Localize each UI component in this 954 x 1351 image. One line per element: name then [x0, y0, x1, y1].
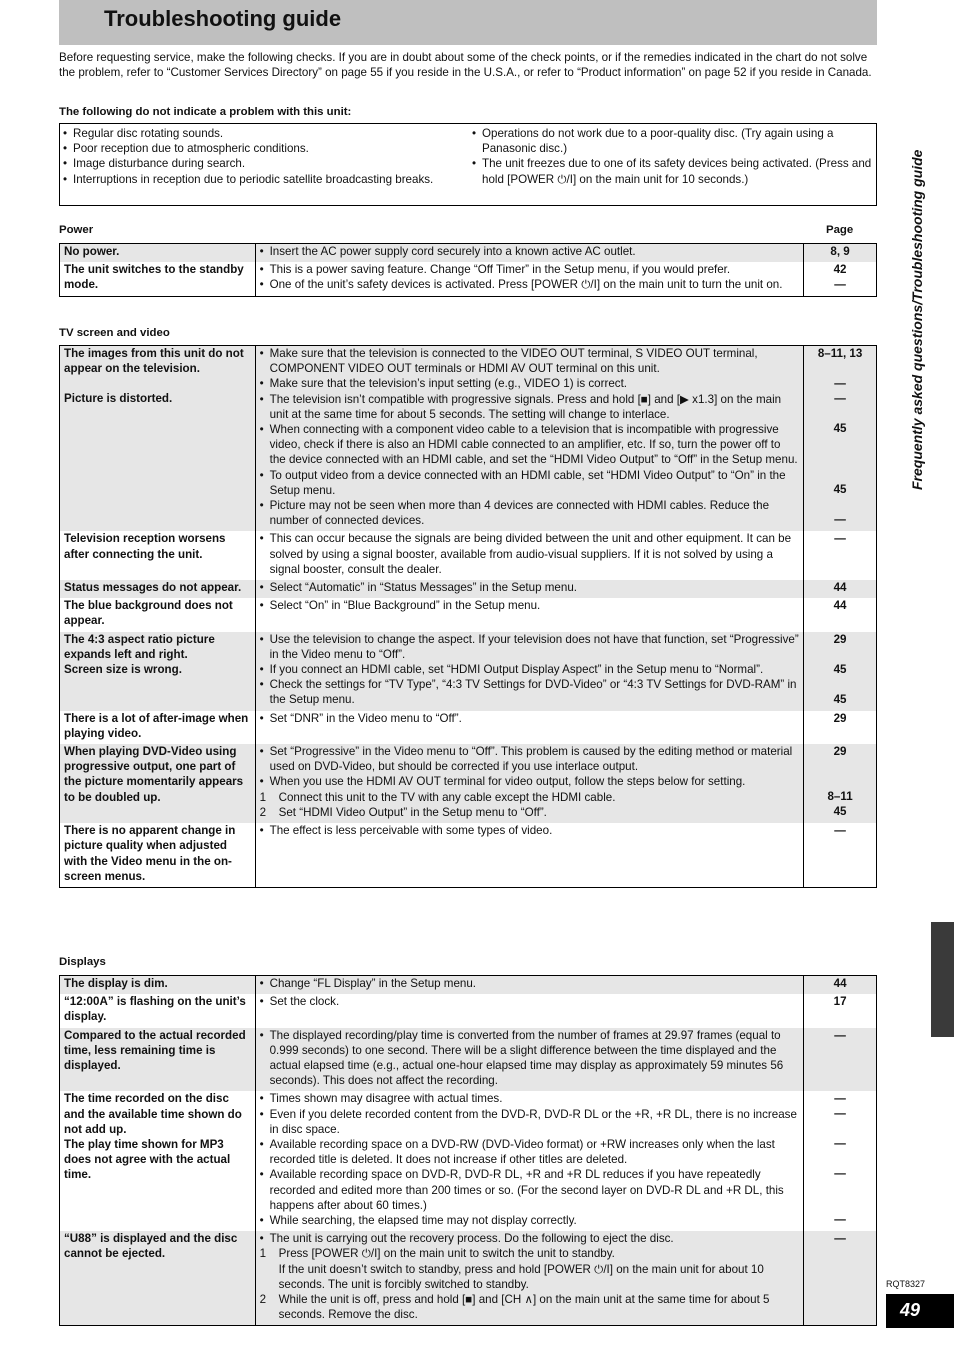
list-item: • Regular disc rotating sounds.: [60, 126, 460, 141]
table-row: [60, 531, 877, 580]
list-item: • Image disturbance during search.: [60, 156, 460, 171]
symptom: There is a lot of after-image when playing video.: [60, 711, 256, 744]
table-row: [60, 711, 877, 744]
page-ref: 8, 9: [804, 244, 877, 263]
remedy: • Set the clock.: [255, 994, 804, 1027]
not-problem-left-list: [60, 126, 460, 187]
table-row: [60, 744, 877, 823]
symptom: Television reception worsens after connecting the unit.: [60, 531, 256, 580]
remedy: • Make sure that the television is connected to the VIDEO OUT terminal, S VIDEO OUT terminal, COMPONENT VIDEO OUT terminals or HDMI AV OUT terminal on this unit. • Make sure that the television’s input setting (e.g., VIDEO 1) is correct. • The television isn’t compatible with progressive signals. Press and hold [■] and [▶ x1.3] on the main unit at the same time for about 5 seconds. The setting will change to interlace. • When connecting with a component video cable to a television that is incompatible with progressive video, check if there is also an HDMI cable connected to an amplifier, etc. If so, turn the power off to the device connected with an HDMI cable, and set the “HDMI Video Output” to “Off” in the Setup menu. • To output video from a device connected with an HDMI cable, set “HDMI Video Output” to “On” in the Setup menu. • Picture may not be seen when more than 4 devices are connected with HDMI cables. Reduce the number of connected devices.: [255, 346, 804, 532]
symptom: The display is dim.: [60, 976, 256, 995]
page-ref: 44: [804, 598, 877, 631]
table-row: [60, 632, 877, 711]
symptom: The blue background does not appear.: [60, 598, 256, 631]
page-ref: — — — — —: [804, 1091, 877, 1231]
remedy: • Set “DNR” in the Video menu to “Off”.: [255, 711, 804, 744]
page-title: Troubleshooting guide: [104, 6, 342, 31]
remedy: • Select “Automatic” in “Status Messages” in the Setup menu.: [255, 580, 804, 598]
remedy: • Insert the AC power supply cord securely into a known active AC outlet.: [255, 244, 804, 263]
table-row: [60, 244, 877, 263]
table-row: [60, 346, 877, 532]
table-row: [60, 598, 877, 631]
page-ref: 29 8–11 45: [804, 744, 877, 823]
power-heading: Power: [59, 224, 94, 236]
tv-table: [59, 345, 877, 888]
table-row: [60, 1231, 877, 1326]
not-problem-heading: The following do not indicate a problem with this unit:: [59, 106, 352, 118]
remedy: • The effect is less perceivable with some types of video.: [255, 823, 804, 887]
page-ref: 17: [804, 994, 877, 1027]
symptom: “12:00A” is flashing on the unit’s display.: [60, 994, 256, 1027]
displays-heading: Displays: [59, 956, 106, 968]
page-number: 49: [900, 1300, 921, 1320]
table-row: [60, 994, 877, 1027]
remedy: • Select “On” in “Blue Background” in the Setup menu.: [255, 598, 804, 631]
list-item: • Interruptions in reception due to periodic satellite broadcasting breaks.: [60, 172, 460, 187]
page-ref: —: [804, 823, 877, 887]
tv-heading: TV screen and video: [59, 327, 170, 339]
symptom: “U88” is displayed and the disc cannot be ejected.: [60, 1231, 256, 1326]
page-number-box: [886, 1294, 954, 1328]
symptom: Compared to the actual recorded time, less remaining time is displayed.: [60, 1028, 256, 1092]
page-ref: —: [804, 531, 877, 580]
page-ref: 29 45 45: [804, 632, 877, 711]
section-tab: [931, 922, 954, 1037]
table-row: [60, 976, 877, 995]
list-item: • Poor reception due to atmospheric conditions.: [60, 141, 460, 156]
intro-paragraph: Before requesting service, make the following checks. If you are in doubt about some of the check points, or if the remedies indicated in the chart do not solve the problem, refer to “Customer Services Directory” on page 55 if you reside in the U.S.A., or refer to “Product information” on page 52 if you reside in Canada.: [59, 51, 872, 80]
page-ref: 29: [804, 711, 877, 744]
page-ref: 8–11, 13 — — 45 45 —: [804, 346, 877, 532]
page-ref: —: [804, 1028, 877, 1092]
remedy: • This can occur because the signals are being divided between the unit and other equipment. It can be solved by using a signal booster, available from audio-visual suppliers. If it is not solved by using a signal booster, consult the dealer.: [255, 531, 804, 580]
power-table: [59, 243, 877, 297]
title-banner: [59, 0, 877, 45]
page-ref: —: [804, 1231, 877, 1326]
remedy: • Change “FL Display” in the Setup menu.: [255, 976, 804, 995]
symptom: When playing DVD-Video using progressive output, one part of the picture momentarily appears to be doubled up.: [60, 744, 256, 823]
remedy: • This is a power saving feature. Change “Off Timer” in the Setup menu, if you would prefer. • One of the unit’s safety devices is activated. Press [POWER ⏻/I] on the main unit to turn the unit on.: [255, 262, 804, 296]
symptom: No power.: [60, 244, 256, 263]
page-ref: 44: [804, 580, 877, 598]
page-ref: 44: [804, 976, 877, 995]
symptom: The time recorded on the disc and the available time shown do not add up. The play time shown for MP3 does not agree with the actual time.: [60, 1091, 256, 1231]
table-row: [60, 262, 877, 296]
side-section-label: Frequently asked questions/Troubleshooting guide: [909, 149, 925, 490]
table-row: [60, 1028, 877, 1092]
symptom: The unit switches to the standby mode.: [60, 262, 256, 296]
not-problem-box: [59, 123, 877, 206]
remedy: • The unit is carrying out the recovery process. Do the following to eject the disc. 1 Press [POWER ⏻/I] on the main unit to switch the unit to standby. If the unit doesn’t switch to standby, press and hold [POWER ⏻/I] on the main unit for about 10 seconds. The unit is forcibly switched to standby. 2 While the unit is off, press and hold [■] and [CH ∧] on the main unit at the same time for about 5 seconds. Remove the disc.: [255, 1231, 804, 1326]
symptom: Status messages do not appear.: [60, 580, 256, 598]
page-column-header: Page: [826, 224, 854, 236]
symptom: The 4:3 aspect ratio picture expands left and right. Screen size is wrong.: [60, 632, 256, 711]
list-item: • The unit freezes due to one of its safety devices being activated. (Press and hold [POWER ⏻/I] on the main unit for 10 seconds.): [469, 156, 873, 186]
displays-table: [59, 975, 877, 1326]
table-row: [60, 580, 877, 598]
symptom: There is no apparent change in picture quality when adjusted with the Video menu in the on-screen menus.: [60, 823, 256, 887]
not-problem-right-list: [469, 126, 873, 187]
list-item: • Operations do not work due to a poor-quality disc. (Try again using a Panasonic disc.): [469, 126, 873, 156]
symptom: The images from this unit do not appear on the television. Picture is distorted.: [60, 346, 256, 532]
model-code: RQT8327: [886, 1279, 926, 1289]
remedy: • Times shown may disagree with actual times. • Even if you delete recorded content from the DVD-R, DVD-R DL or the +R, +R DL, there is no increase in disc space. • Available recording space on a DVD-RW (DVD-Video format) or +RW increases only when the last recorded title is deleted. It does not increase if other titles are deleted. • Available recording space on DVD-R, DVD-R DL, +R and +R DL reduces if you have repeatedly recorded and edited more than 200 times or so. (For the second layer on DVD-R DL and +R DL, this happens after about 60 times.) • While searching, the elapsed time may not display correctly.: [255, 1091, 804, 1231]
remedy: • Use the television to change the aspect. If your television does not have that function, set “Progressive” in the Video menu to “Off”. • If you connect an HDMI cable, set “HDMI Output Display Aspect” in the Setup menu to “Normal”. • Check the settings for “TV Type”, “4:3 TV Settings for DVD-Video” or “4:3 TV Settings for DVD-RAM” in the Setup menu.: [255, 632, 804, 711]
remedy: • The displayed recording/play time is converted from the number of frames at 29.97 frames (equal to 0.999 seconds) to one second. There will be a slight difference between the time displayed and the actual elapsed time (e.g., actual one-hour elapsed time may display as approximately 59 minutes 56 seconds). This does not affect the recording.: [255, 1028, 804, 1092]
table-row: [60, 1091, 877, 1231]
remedy: • Set “Progressive” in the Video menu to “Off”. This problem is caused by the editing method or material used on DVD-Video, but should be corrected if you use interlace output. • When you use the HDMI AV OUT terminal for video output, follow the steps below for setting. 1 Connect this unit to the TV with any cable except the HDMI cable. 2 Set “HDMI Video Output” in the Setup menu to “Off”.: [255, 744, 804, 823]
page-ref: 42 —: [804, 262, 877, 296]
table-row: [60, 823, 877, 887]
